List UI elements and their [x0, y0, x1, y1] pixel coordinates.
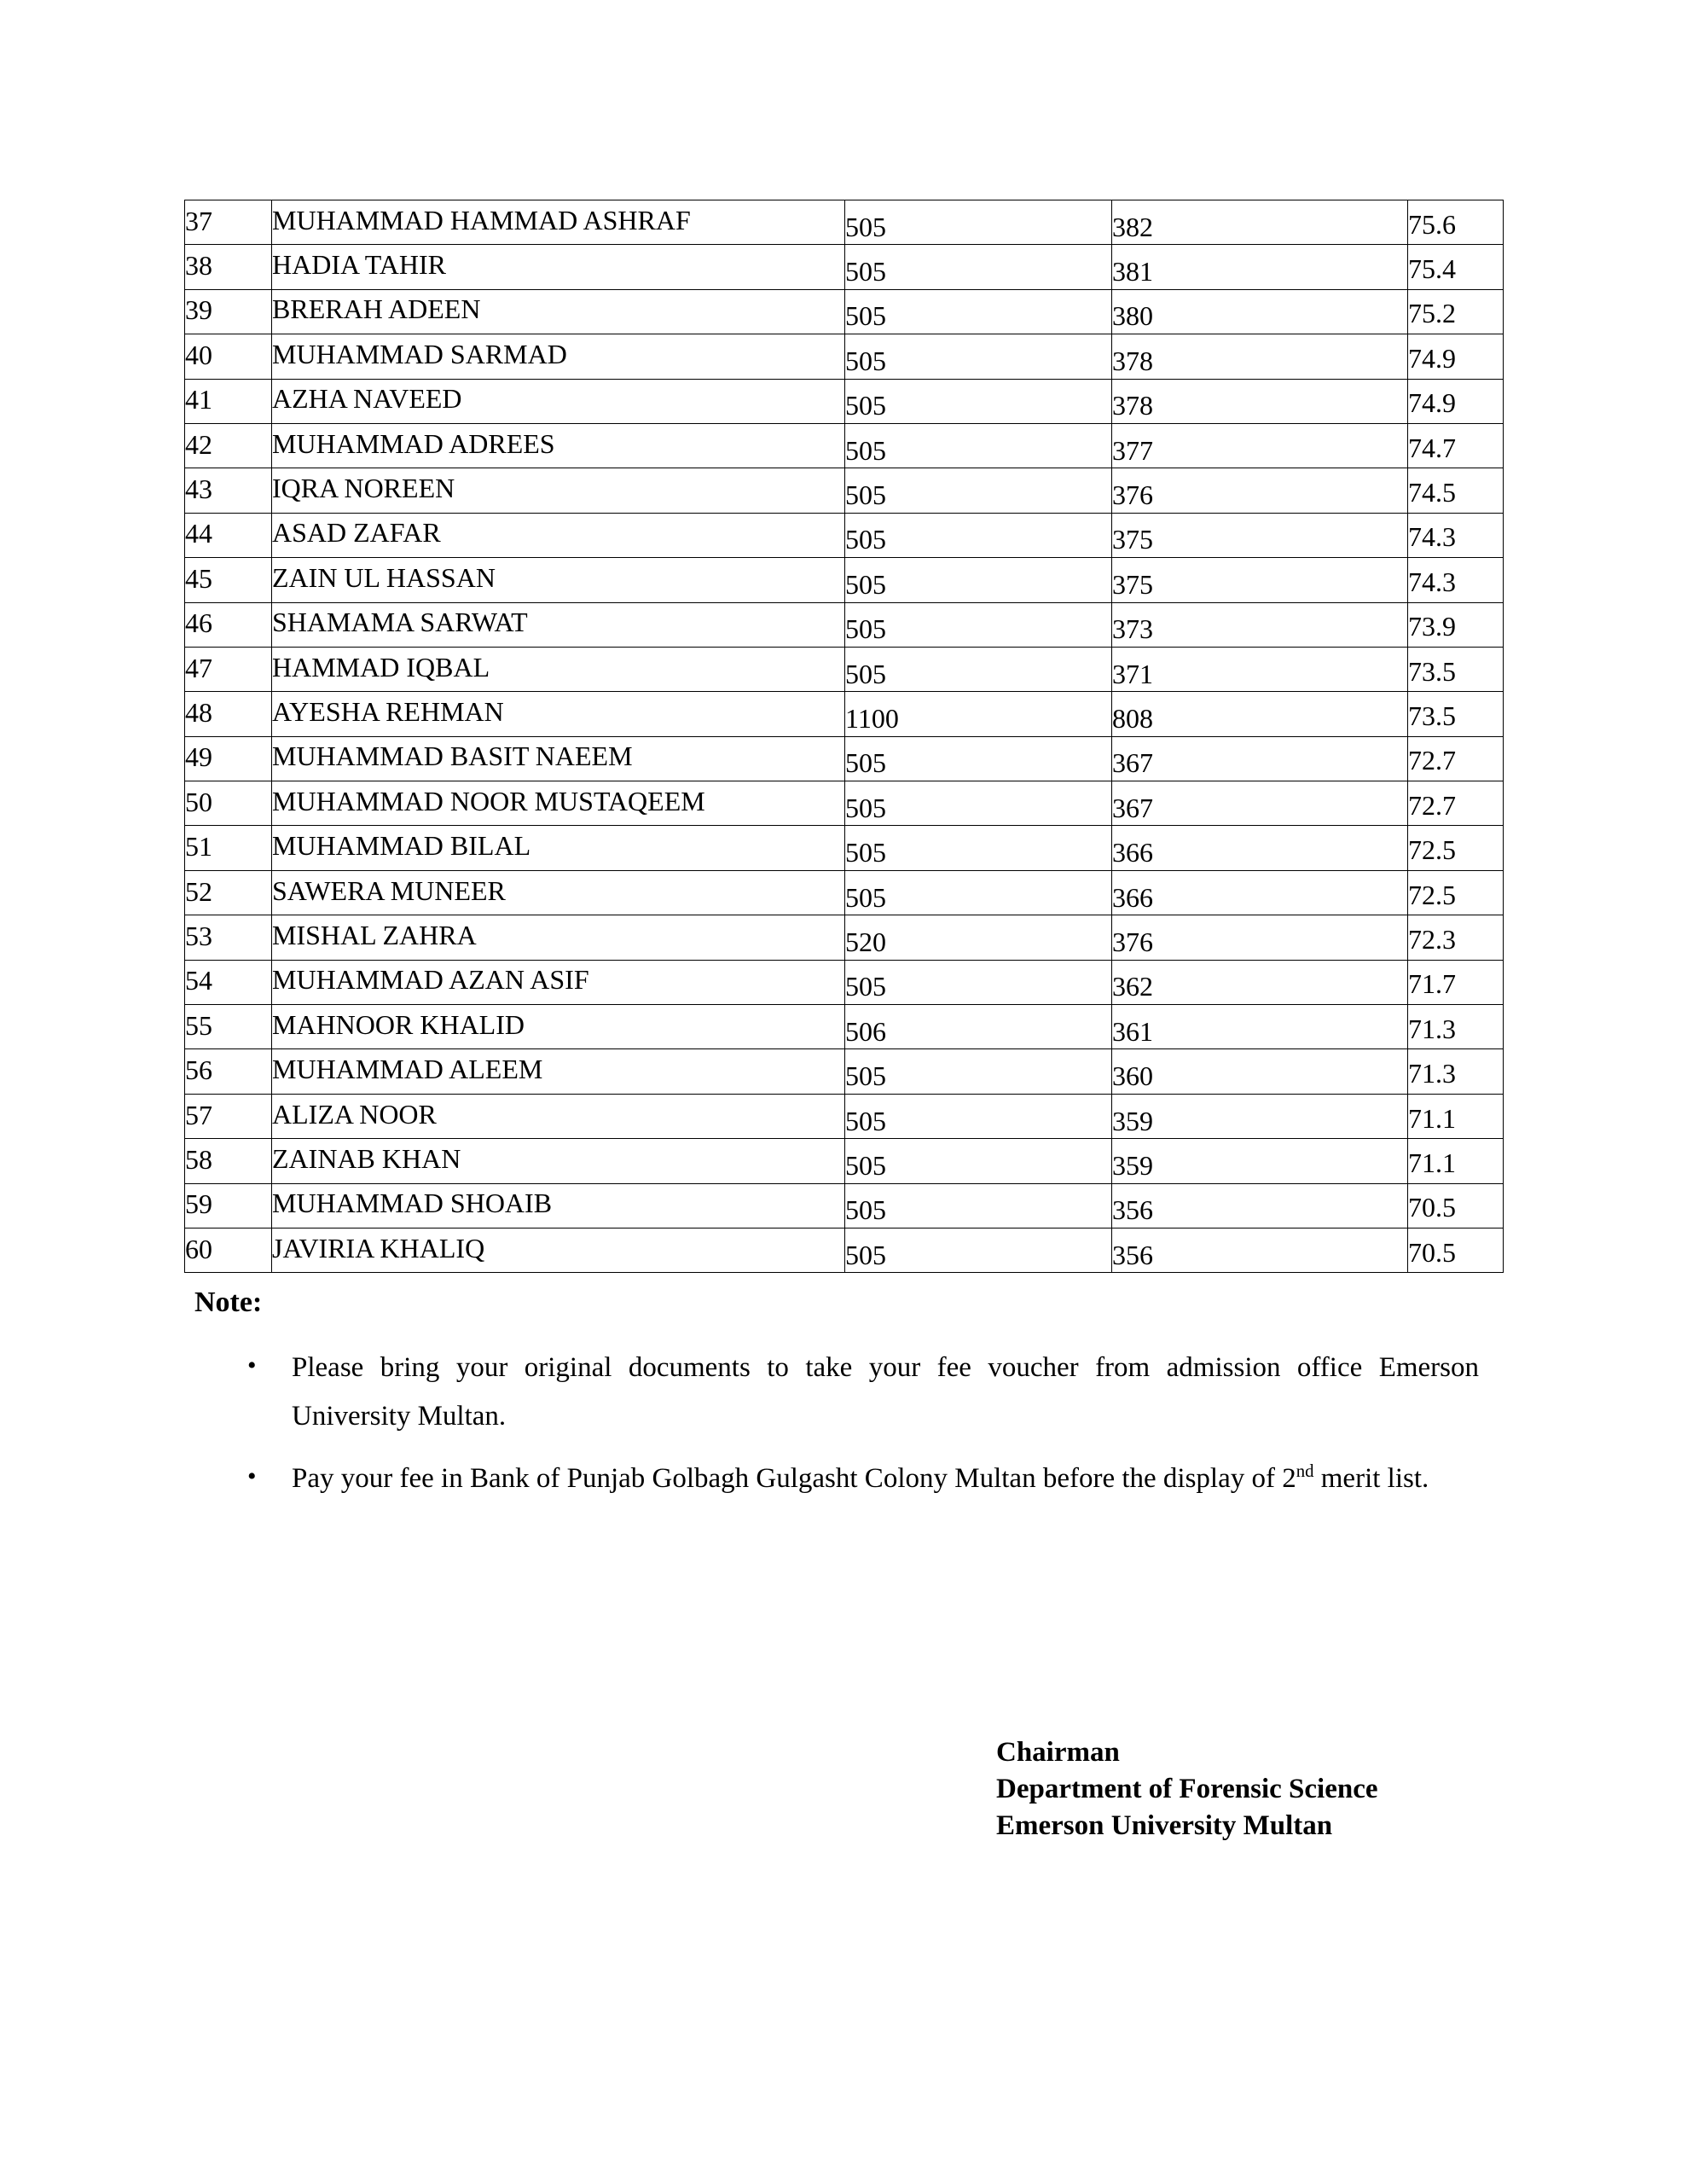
serial-number-cell: 55 — [185, 1003, 272, 1048]
serial-number-cell: 39 — [185, 288, 272, 332]
percentage-cell: 74.3 — [1408, 514, 1504, 559]
merit-list-table-body — [185, 200, 1504, 1273]
table-row — [185, 1005, 1504, 1049]
table-row — [185, 379, 1504, 423]
note-bullet-list — [241, 1344, 1479, 1516]
serial-number-cell: 44 — [185, 511, 272, 555]
serial-number-cell: 45 — [185, 556, 272, 601]
percentage-cell: 72.7 — [1408, 783, 1504, 828]
percentage-cell: 73.9 — [1408, 604, 1504, 648]
note-bullet-text-2-after: merit list. — [1313, 1462, 1429, 1494]
candidate-name-cell: SAWERA MUNEER — [272, 868, 845, 912]
note-bullet-item-1 — [241, 1344, 1479, 1441]
total-marks-cell: 505 — [845, 1143, 1112, 1188]
obtained-marks-cell: 375 — [1112, 562, 1408, 607]
percentage-cell: 75.2 — [1408, 291, 1504, 335]
percentage-cell: 73.5 — [1408, 648, 1504, 693]
table-row — [185, 513, 1504, 557]
table-row — [185, 1049, 1504, 1094]
table-row — [185, 1228, 1504, 1272]
candidate-name-cell: AZHA NAVEED — [272, 376, 845, 421]
obtained-marks-cell: 356 — [1112, 1188, 1408, 1232]
obtained-marks-cell: 378 — [1112, 383, 1408, 427]
candidate-name-cell: ZAIN UL HASSAN — [272, 555, 845, 600]
serial-number-cell: 38 — [185, 243, 272, 288]
obtained-marks-cell: 359 — [1112, 1098, 1408, 1142]
obtained-marks-cell: 377 — [1112, 427, 1408, 472]
total-marks-cell: 505 — [845, 249, 1112, 293]
obtained-marks-cell: 373 — [1112, 607, 1408, 651]
table-row — [185, 289, 1504, 334]
candidate-name-cell: MUHAMMAD NOOR MUSTAQEEM — [272, 779, 845, 823]
table-row — [185, 200, 1504, 245]
percentage-cell: 72.3 — [1408, 917, 1504, 961]
total-marks-cell: 505 — [845, 1232, 1112, 1276]
total-marks-cell: 505 — [845, 339, 1112, 383]
percentage-cell: 70.5 — [1408, 1229, 1504, 1274]
merit-list-table — [184, 200, 1504, 1273]
obtained-marks-cell: 362 — [1112, 964, 1408, 1008]
note-ordinal-suffix: nd — [1296, 1461, 1314, 1481]
serial-number-cell: 54 — [185, 958, 272, 1002]
table-row — [185, 602, 1504, 647]
percentage-cell: 74.5 — [1408, 470, 1504, 514]
signature-department: Department of Forensic Science — [996, 1773, 1378, 1804]
table-row — [185, 915, 1504, 960]
serial-number-cell: 57 — [185, 1092, 272, 1136]
total-marks-cell: 1100 — [845, 696, 1112, 741]
serial-number-cell: 47 — [185, 645, 272, 689]
total-marks-cell: 505 — [845, 293, 1112, 338]
percentage-cell: 74.9 — [1408, 380, 1504, 425]
table-row — [185, 870, 1504, 915]
total-marks-cell: 506 — [845, 1009, 1112, 1054]
percentage-cell: 74.7 — [1408, 425, 1504, 469]
obtained-marks-cell: 356 — [1112, 1232, 1408, 1276]
table-row — [185, 245, 1504, 289]
table-row — [185, 736, 1504, 781]
bullet-point-icon: • — [247, 1461, 257, 1490]
candidate-name-cell: MUHAMMAD ADREES — [272, 421, 845, 465]
candidate-name-cell: ALIZA NOOR — [272, 1091, 845, 1136]
obtained-marks-cell: 360 — [1112, 1054, 1408, 1098]
serial-number-cell: 43 — [185, 467, 272, 511]
serial-number-cell: 53 — [185, 914, 272, 958]
obtained-marks-cell: 371 — [1112, 651, 1408, 695]
obtained-marks-cell: 381 — [1112, 249, 1408, 293]
candidate-name-cell: MUHAMMAD BASIT NAEEM — [272, 734, 845, 778]
total-marks-cell: 505 — [845, 874, 1112, 919]
candidate-name-cell: IQRA NOREEN — [272, 466, 845, 510]
candidate-name-cell: MISHAL ZAHRA — [272, 913, 845, 957]
note-bullet-text-1: Please bring your original documents to take your fee voucher from admission office Emerson University Multan. — [292, 1352, 1479, 1432]
candidate-name-cell: ZAINAB KHAN — [272, 1136, 845, 1181]
serial-number-cell: 60 — [185, 1226, 272, 1270]
candidate-name-cell: MUHAMMAD AZAN ASIF — [272, 957, 845, 1002]
total-marks-cell: 505 — [845, 651, 1112, 695]
obtained-marks-cell: 359 — [1112, 1143, 1408, 1188]
table-row — [185, 334, 1504, 379]
table-row — [185, 1094, 1504, 1138]
obtained-marks-cell: 378 — [1112, 339, 1408, 383]
obtained-marks-cell: 366 — [1112, 874, 1408, 919]
candidate-name-cell: ASAD ZAFAR — [272, 510, 845, 555]
table-row — [185, 692, 1504, 736]
percentage-cell: 71.3 — [1408, 1007, 1504, 1051]
total-marks-cell: 505 — [845, 1098, 1112, 1142]
serial-number-cell: 51 — [185, 824, 272, 868]
serial-number-cell: 37 — [185, 199, 272, 243]
candidate-name-cell: AYESHA REHMAN — [272, 689, 845, 734]
signature-institution: Emerson University Multan — [996, 1809, 1333, 1841]
total-marks-cell: 505 — [845, 517, 1112, 561]
percentage-cell: 71.3 — [1408, 1051, 1504, 1095]
serial-number-cell: 40 — [185, 333, 272, 377]
note-bullet-item-2 — [241, 1455, 1479, 1503]
serial-number-cell: 41 — [185, 377, 272, 421]
percentage-cell: 74.3 — [1408, 560, 1504, 604]
candidate-name-cell: MUHAMMAD BILAL — [272, 823, 845, 868]
percentage-cell: 72.5 — [1408, 828, 1504, 872]
percentage-cell: 74.9 — [1408, 336, 1504, 380]
candidate-name-cell: HAMMAD IQBAL — [272, 644, 845, 688]
serial-number-cell: 56 — [185, 1048, 272, 1092]
percentage-cell: 72.7 — [1408, 738, 1504, 782]
table-row — [185, 960, 1504, 1004]
signature-title: Chairman — [996, 1737, 1120, 1768]
candidate-name-cell: BRERAH ADEEN — [272, 287, 845, 331]
obtained-marks-cell: 376 — [1112, 473, 1408, 517]
note-heading: Note: — [194, 1287, 263, 1318]
total-marks-cell: 505 — [845, 473, 1112, 517]
serial-number-cell: 49 — [185, 735, 272, 779]
total-marks-cell: 505 — [845, 607, 1112, 651]
candidate-name-cell: MAHNOOR KHALID — [272, 1002, 845, 1047]
obtained-marks-cell: 367 — [1112, 786, 1408, 830]
obtained-marks-cell: 361 — [1112, 1009, 1408, 1054]
candidate-name-cell: MUHAMMAD SARMAD — [272, 332, 845, 376]
total-marks-cell: 505 — [845, 830, 1112, 874]
obtained-marks-cell: 366 — [1112, 830, 1408, 874]
total-marks-cell: 505 — [845, 562, 1112, 607]
serial-number-cell: 59 — [185, 1182, 272, 1226]
signature-block — [996, 1734, 1378, 1844]
percentage-cell: 72.5 — [1408, 872, 1504, 916]
serial-number-cell: 58 — [185, 1137, 272, 1182]
serial-number-cell: 48 — [185, 690, 272, 735]
percentage-cell: 73.5 — [1408, 694, 1504, 738]
total-marks-cell: 505 — [845, 1054, 1112, 1098]
bullet-point-icon: • — [247, 1351, 257, 1380]
table-row — [185, 781, 1504, 826]
candidate-name-cell: MUHAMMAD SHOAIB — [272, 1181, 845, 1225]
total-marks-cell: 505 — [845, 427, 1112, 472]
percentage-cell: 71.1 — [1408, 1141, 1504, 1185]
total-marks-cell: 505 — [845, 205, 1112, 249]
obtained-marks-cell: 375 — [1112, 517, 1408, 561]
serial-number-cell: 52 — [185, 868, 272, 913]
table-row — [185, 1183, 1504, 1228]
total-marks-cell: 505 — [845, 786, 1112, 830]
percentage-cell: 70.5 — [1408, 1185, 1504, 1229]
total-marks-cell: 520 — [845, 920, 1112, 964]
total-marks-cell: 505 — [845, 383, 1112, 427]
percentage-cell: 71.7 — [1408, 961, 1504, 1006]
total-marks-cell: 505 — [845, 964, 1112, 1008]
note-ordinal-number: 2 — [1282, 1462, 1296, 1494]
obtained-marks-cell: 376 — [1112, 920, 1408, 964]
obtained-marks-cell: 367 — [1112, 741, 1408, 785]
obtained-marks-cell: 382 — [1112, 205, 1408, 249]
candidate-name-cell: JAVIRIA KHALIQ — [272, 1225, 845, 1269]
candidate-name-cell: MUHAMMAD ALEEM — [272, 1047, 845, 1091]
obtained-marks-cell: 380 — [1112, 293, 1408, 338]
serial-number-cell: 46 — [185, 601, 272, 645]
table-row — [185, 558, 1504, 602]
total-marks-cell: 505 — [845, 741, 1112, 785]
obtained-marks-cell: 808 — [1112, 696, 1408, 741]
table-row — [185, 468, 1504, 513]
note-bullet-text-2-before: Pay your fee in Bank of Punjab Golbagh Gulgasht Colony Multan before the display of — [292, 1462, 1283, 1494]
candidate-name-cell: MUHAMMAD HAMMAD ASHRAF — [272, 198, 845, 242]
percentage-cell: 71.1 — [1408, 1095, 1504, 1140]
total-marks-cell: 505 — [845, 1188, 1112, 1232]
candidate-name-cell: HADIA TAHIR — [272, 242, 845, 287]
serial-number-cell: 42 — [185, 421, 272, 466]
table-row — [185, 1139, 1504, 1183]
table-row — [185, 647, 1504, 691]
table-row — [185, 826, 1504, 870]
percentage-cell: 75.6 — [1408, 202, 1504, 247]
candidate-name-cell: SHAMAMA SARWAT — [272, 600, 845, 644]
serial-number-cell: 50 — [185, 780, 272, 824]
table-row — [185, 423, 1504, 468]
percentage-cell: 75.4 — [1408, 247, 1504, 291]
